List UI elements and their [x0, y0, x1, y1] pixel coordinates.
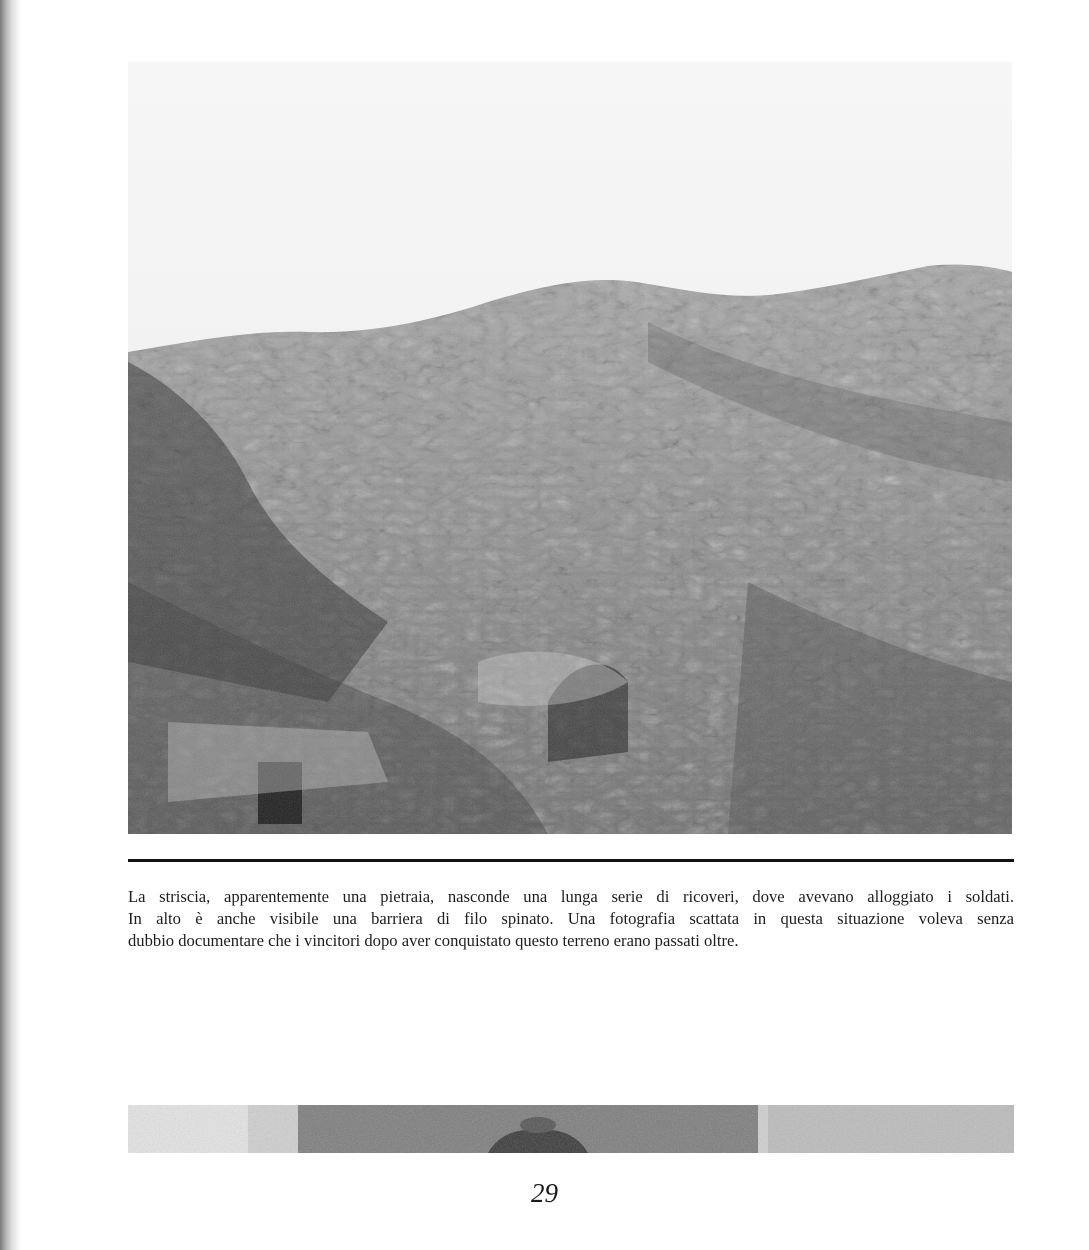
trench-photograph-strip: [128, 1105, 1014, 1153]
book-binding-edge: [0, 0, 22, 1250]
caption-line: In alto è anche visibile una barriera di filo spinato. Una fotografia scattata in questa situazione voleva senza: [128, 909, 1014, 928]
hillside-photograph-image: [128, 62, 1012, 834]
caption-line: dubbio documentare che i vincitori dopo aver conquistato questo terreno erano passati oltre.: [128, 931, 739, 950]
photo-caption: [128, 886, 1014, 952]
caption-divider: [128, 859, 1014, 862]
trench-photograph-image: [128, 1105, 1014, 1153]
hillside-photograph: [128, 62, 1012, 834]
caption-line: La striscia, apparentemente una pietraia, nasconde una lunga serie di ricoveri, dove avevano alloggiato i soldati.: [128, 887, 1014, 906]
page-number: 29: [531, 1178, 558, 1208]
